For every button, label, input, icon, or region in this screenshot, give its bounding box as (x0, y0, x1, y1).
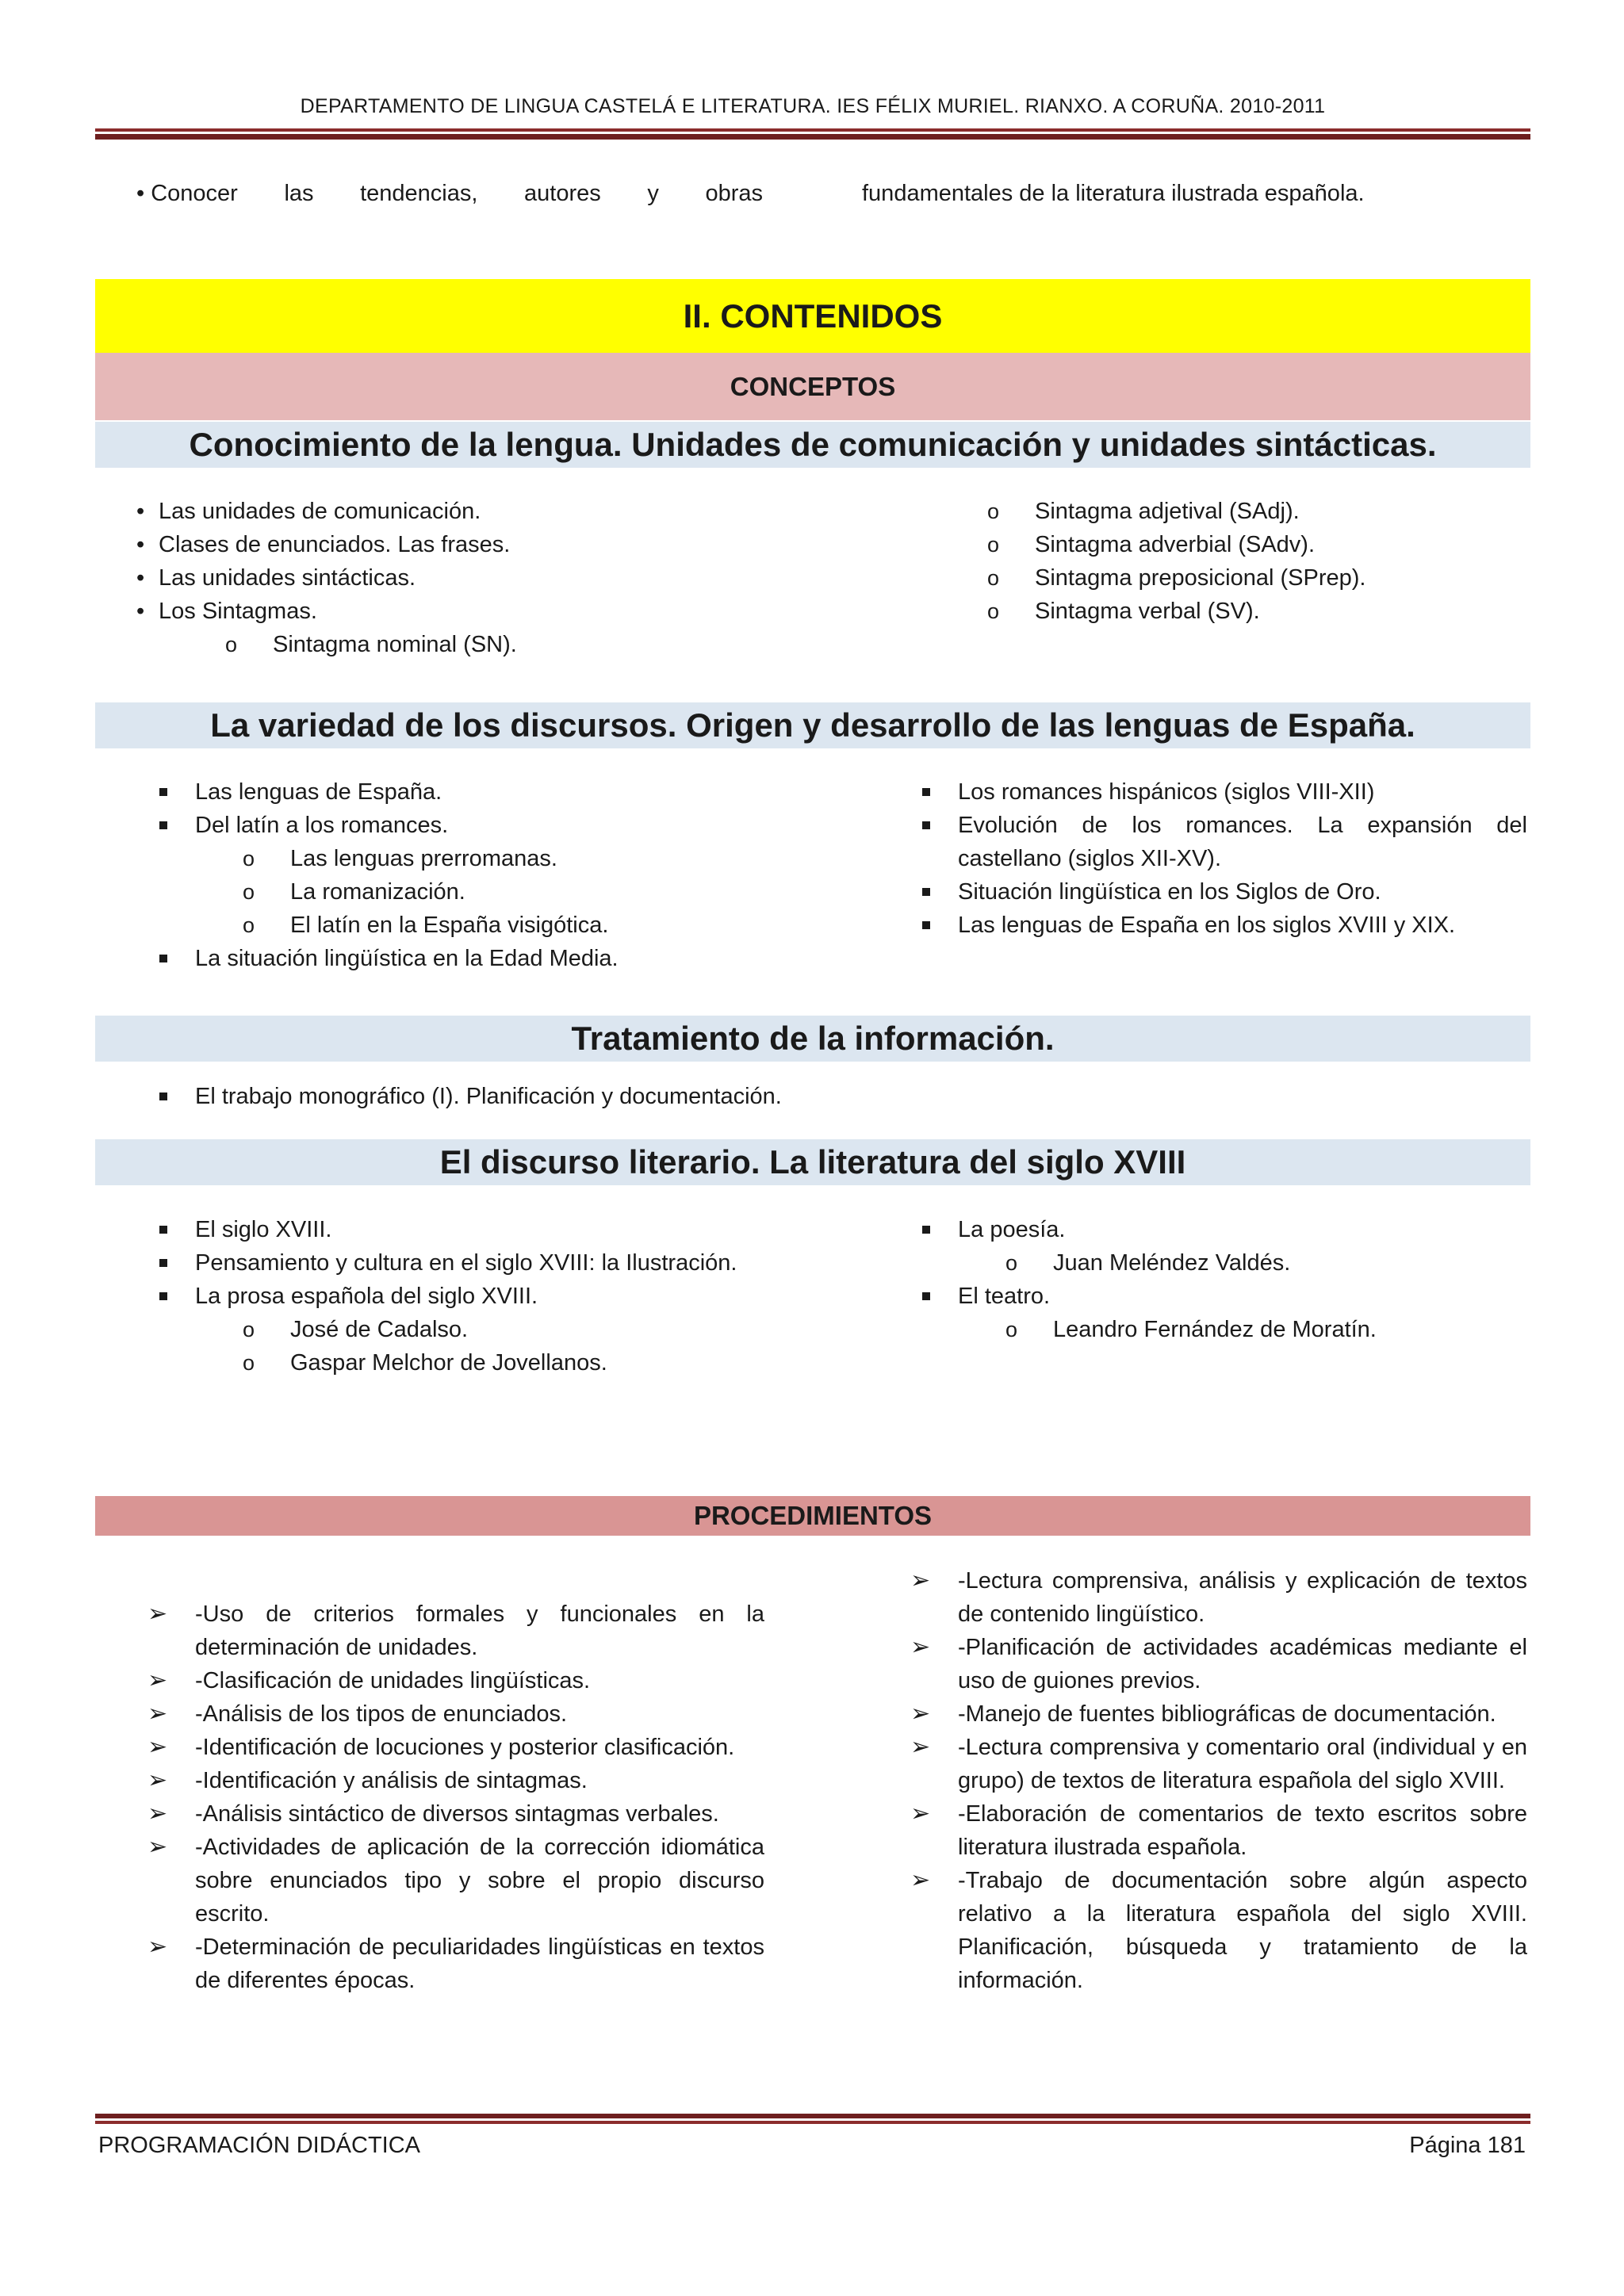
footer-title: PROGRAMACIÓN DIDÁCTICA (98, 2133, 421, 2158)
conceptos-heading: CONCEPTOS (95, 353, 1530, 420)
sec2-left-list (147, 775, 782, 975)
circle-bullet: o (243, 913, 255, 937)
arrow-bullet: ➢ (910, 1567, 931, 1594)
list-item: • Las unidades sintácticas. (136, 561, 850, 595)
list-item: ➢ -Determinación de peculiaridades lingüísticas en textos de diferentes épocas. (147, 1931, 764, 1997)
circle-bullet: o (987, 566, 1000, 590)
intro-left (136, 181, 763, 207)
list-item: • Clases de enunciados. Las frases. (136, 528, 850, 561)
list-item: ➢ -Uso de criterios formales y funcionales en la determinación de unidades. (147, 1598, 764, 1664)
list-subitem: o Las lenguas prerromanas. (147, 842, 782, 875)
page-number: Página 181 (1409, 2133, 1526, 2158)
list-item: ➢ -Identificación de locuciones y posterior clasificación. (147, 1731, 764, 1764)
square-bullet (910, 1213, 958, 1246)
list-item: Del latín a los romances. (147, 809, 782, 842)
list-subitem: o Sintagma nominal (SN). (136, 628, 850, 661)
list-item: o Sintagma adverbial (SAdv). (987, 528, 1503, 561)
section-heading-literario: El discurso literario. La literatura del siglo XVIII (95, 1139, 1530, 1185)
footer-rule (95, 2114, 1530, 2124)
list-item: La situación lingüística en la Edad Media. (147, 942, 782, 975)
list-item: ➢ -Planificación de actividades académicas mediante el uso de guiones previos. (910, 1631, 1527, 1697)
proc-right-list (910, 1564, 1527, 1997)
square-bullet (147, 1080, 195, 1113)
list-item: Las lenguas de España. (147, 775, 782, 809)
intro-paragraph (136, 181, 1413, 207)
list-item: ➢ -Lectura comprensiva y comentario oral (individual y en grupo) de textos de literatura española del siglo XVIII. (910, 1731, 1527, 1797)
procedimientos-heading: PROCEDIMIENTOS (95, 1496, 1530, 1536)
circle-bullet: o (243, 847, 255, 871)
square-bullet (147, 775, 195, 809)
proc-left-list (147, 1598, 764, 1997)
arrow-bullet: ➢ (910, 1867, 931, 1893)
circle-bullet: o (1005, 1318, 1018, 1341)
list-item: ➢ -Trabajo de documentación sobre algún aspecto relativo a la literatura española del siglo XVIII. Planificación, búsqueda y tratamiento de la información. (910, 1864, 1527, 1997)
intro-word: Conocer (151, 181, 238, 206)
list-item: Evolución de los romances. La expansión del castellano (siglos XII-XV). (910, 809, 1527, 875)
list-subitem: o La romanización. (147, 875, 782, 909)
circle-bullet: o (987, 533, 1000, 557)
list-item: ➢ -Elaboración de comentarios de texto escritos sobre literatura ilustrada española. (910, 1797, 1527, 1864)
arrow-bullet: ➢ (147, 1701, 168, 1727)
list-item: La prosa española del siglo XVIII. (147, 1280, 764, 1313)
list-item: ➢ -Clasificación de unidades lingüísticas. (147, 1664, 764, 1697)
arrow-bullet: ➢ (147, 1834, 168, 1860)
intro-rest: fundamentales de la literatura ilustrada española. (862, 181, 1365, 206)
list-item: Las lenguas de España en los siglos XVIII y XIX. (910, 909, 1527, 942)
arrow-bullet: ➢ (910, 1701, 931, 1727)
square-bullet (147, 1280, 195, 1313)
list-item: El teatro. (910, 1280, 1527, 1313)
list-item: Situación lingüística en los Siglos de Oro. (910, 875, 1527, 909)
square-bullet (147, 1213, 195, 1246)
list-item: ➢ -Análisis de los tipos de enunciados. (147, 1697, 764, 1731)
list-item: Pensamiento y cultura en el siglo XVIII: la Ilustración. (147, 1246, 764, 1280)
list-item: ➢ -Actividades de aplicación de la corrección idiomática sobre enunciados tipo y sobre el propio discurso escrito. (147, 1831, 764, 1931)
arrow-bullet: ➢ (147, 1800, 168, 1827)
sec1-left-list (136, 495, 850, 661)
dot-bullet: • (136, 599, 145, 624)
list-item: • Las unidades de comunicación. (136, 495, 850, 528)
list-item: ➢ -Análisis sintáctico de diversos sintagmas verbales. (147, 1797, 764, 1831)
bullet: • (136, 181, 145, 206)
intro-word: tendencias, (360, 181, 478, 206)
intro-word: las (284, 181, 314, 206)
square-bullet (910, 909, 958, 942)
arrow-bullet: ➢ (147, 1934, 168, 1960)
list-subitem: o Leandro Fernández de Moratín. (910, 1313, 1527, 1346)
list-item: El siglo XVIII. (147, 1213, 764, 1246)
list-subitem: o Juan Meléndez Valdés. (910, 1246, 1527, 1280)
sec1-right-list (987, 495, 1503, 628)
square-bullet (910, 1280, 958, 1313)
intro-word: y (647, 181, 659, 206)
list-item: • Los Sintagmas. (136, 595, 850, 628)
arrow-bullet: ➢ (147, 1667, 168, 1693)
list-item: La poesía. (910, 1213, 1527, 1246)
sec4-right-list (910, 1213, 1527, 1346)
list-subitem: o El latín en la España visigótica. (147, 909, 782, 942)
section-heading-discursos: La variedad de los discursos. Origen y desarrollo de las lenguas de España. (95, 702, 1530, 748)
arrow-bullet: ➢ (910, 1634, 931, 1660)
arrow-bullet: ➢ (147, 1767, 168, 1793)
circle-bullet: o (1005, 1251, 1018, 1275)
circle-bullet: o (243, 1318, 255, 1341)
square-bullet (910, 875, 958, 909)
contenidos-heading: II. CONTENIDOS (95, 279, 1530, 353)
section-heading-lengua: Conocimiento de la lengua. Unidades de comunicación y unidades sintácticas. (95, 422, 1530, 468)
circle-bullet: o (987, 599, 1000, 623)
square-bullet (147, 809, 195, 842)
circle-bullet: o (243, 1351, 255, 1375)
sec2-right-list (910, 775, 1527, 942)
circle-bullet: o (987, 499, 1000, 523)
dot-bullet: • (136, 499, 145, 524)
list-item: El trabajo monográfico (I). Planificación y documentación. (147, 1080, 1337, 1113)
list-item: ➢ -Lectura comprensiva, análisis y explicación de textos de contenido lingüístico. (910, 1564, 1527, 1631)
list-item: o Sintagma adjetival (SAdj). (987, 495, 1503, 528)
list-item: o Sintagma verbal (SV). (987, 595, 1503, 628)
list-item: ➢ -Identificación y análisis de sintagmas. (147, 1764, 764, 1797)
list-subitem: o José de Cadalso. (147, 1313, 764, 1346)
arrow-bullet: ➢ (910, 1734, 931, 1760)
arrow-bullet: ➢ (147, 1601, 168, 1627)
arrow-bullet: ➢ (147, 1734, 168, 1760)
square-bullet (910, 809, 958, 842)
circle-bullet: o (225, 633, 238, 656)
square-bullet (910, 775, 958, 809)
list-subitem: o Gaspar Melchor de Jovellanos. (147, 1346, 764, 1380)
sec3-list (147, 1080, 1337, 1113)
intro-word: autores (524, 181, 601, 206)
section-heading-informacion: Tratamiento de la información. (95, 1016, 1530, 1062)
list-item: Los romances hispánicos (siglos VIII-XII) (910, 775, 1527, 809)
dot-bullet: • (136, 565, 145, 591)
sec4-left-list (147, 1213, 764, 1380)
square-bullet (147, 942, 195, 975)
list-item: ➢ -Manejo de fuentes bibliográficas de documentación. (910, 1697, 1527, 1731)
intro-word: obras (705, 181, 763, 206)
header-rule (95, 128, 1530, 140)
circle-bullet: o (243, 880, 255, 904)
dot-bullet: • (136, 532, 145, 557)
list-item: o Sintagma preposicional (SPrep). (987, 561, 1503, 595)
square-bullet (147, 1246, 195, 1280)
arrow-bullet: ➢ (910, 1800, 931, 1827)
page-header: DEPARTAMENTO DE LINGUA CASTELÁ E LITERATURA. IES FÉLIX MURIEL. RIANXO. A CORUÑA. 2010-2011 (300, 95, 1326, 117)
